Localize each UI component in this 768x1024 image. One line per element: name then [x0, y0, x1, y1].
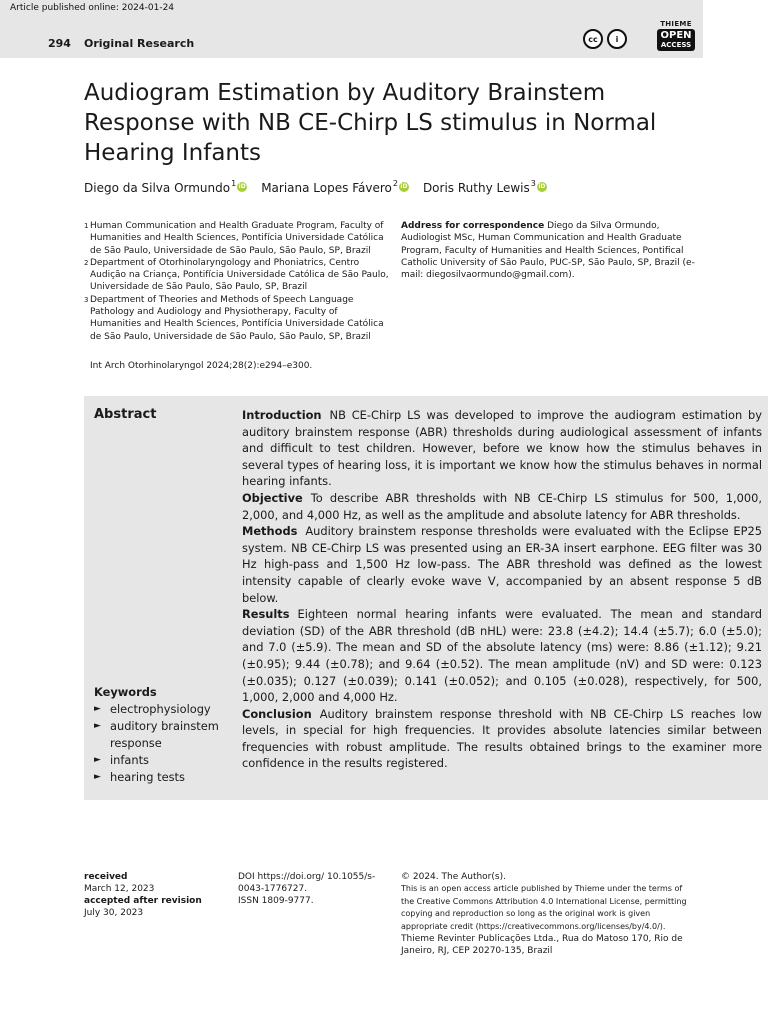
- abstract-body: [242, 407, 762, 772]
- doi-label: DOI: [238, 872, 255, 882]
- section-label: Original Research: [84, 37, 195, 50]
- publisher-name: THIEME: [660, 20, 692, 28]
- copyright-info: [401, 871, 691, 957]
- doi-info: [238, 871, 378, 907]
- affiliation-item: [84, 294, 389, 343]
- publisher-address: Thieme Revinter Publicações Ltda., Rua do Matoso 170, Rio de Janeiro, RJ, CEP 20270-135, Brazil: [401, 934, 683, 956]
- author-list: [84, 181, 547, 195]
- arrow-right-icon: ►: [94, 772, 101, 782]
- accepted-label: accepted after revision: [84, 896, 202, 906]
- orcid-icon[interactable]: iD: [238, 183, 246, 190]
- abstract-label: Objective: [242, 490, 303, 505]
- abstract-text: NB CE-Chirp LS was developed to improve the audiogram estimation by auditory brainstem response (ABR) thresholds during audiological assessment of infants and difficult to test children. However, before we know how the stimulus behaves in several types of hearing loss, it is important we know how the stimulus behaves in normal hearing infants.: [242, 408, 762, 489]
- arrow-right-icon: ►: [94, 704, 101, 714]
- correspondence-text: Diego da Silva Ormundo, Audiologist MSc, Human Communication and Health Graduate Program, Faculty of Humanities and Health Sciences, Pontifical Catholic University of São Paulo, PUC-SP, São Paulo, SP, Brazil (e-mail: diegosilvaormundo@gmail.com).: [401, 221, 695, 281]
- orcid-icon[interactable]: iD: [400, 183, 408, 190]
- correspondence: [401, 220, 701, 281]
- affiliation-item: [84, 220, 389, 257]
- keyword-item: [94, 718, 234, 752]
- creative-commons-icons: [583, 29, 627, 49]
- abstract-label: Conclusion: [242, 706, 312, 721]
- attribution-icon: i: [607, 29, 627, 49]
- keyword-item: [94, 701, 234, 718]
- citation: Int Arch Otorhinolaryngol 2024;28(2):e294–e300.: [90, 361, 313, 371]
- abstract-results: [242, 606, 762, 706]
- page-number: 294: [48, 37, 71, 50]
- cc-icon: cc: [583, 29, 603, 49]
- abstract-text: To describe ABR thresholds with NB CE-Chirp LS stimulus for 500, 1,000, 2,000, and 4,000 Hz, as well as the amplitude and absolute latency for ABR thresholds.: [242, 490, 762, 522]
- abstract-conclusion: [242, 706, 762, 772]
- author-2[interactable]: [261, 181, 409, 195]
- license-text: This is an open access article published by Thieme under the terms of the Creative Commons Attribution 4.0 International License, permitting copying and reproduction so long as the original work is given appropriate credit (https://creativecommons.org/licenses/by/4.0/).: [401, 884, 687, 931]
- accepted-date: July 30, 2023: [84, 908, 144, 918]
- keyword-text: hearing tests: [110, 770, 185, 784]
- author-3[interactable]: [423, 181, 547, 195]
- abstract-text: Auditory brainstem response threshold with NB CE-Chirp LS reaches low levels, in special for high frequencies. It provides absolute latencies similar between frequencies with robust amplitude. The results obtained brings to the examiner more confidence in the results registered.: [242, 706, 762, 771]
- affiliation-number: 3: [84, 295, 89, 304]
- open-access-badge: [657, 29, 695, 51]
- issn: ISSN 1809-9777.: [238, 896, 314, 906]
- keyword-item: [94, 769, 234, 786]
- affiliation-text: Department of Theories and Methods of Speech Language Pathology and Audiology and Physiotherapy, Faculty of Humanities and Health Sciences, Pontifícia Universidade Católica de São Paulo, Universidade de São Paulo, São Paulo, SP, Brazil: [90, 294, 384, 342]
- published-online-date: Article published online: 2024-01-24: [10, 3, 175, 13]
- affiliation-item: [84, 257, 389, 294]
- keywords-title: Keywords: [94, 685, 157, 699]
- author-name: Doris Ruthy Lewis: [422, 181, 530, 195]
- correspondence-label: Address for correspondence: [401, 221, 545, 231]
- arrow-right-icon: ►: [94, 755, 101, 765]
- received-date: March 12, 2023: [84, 884, 155, 894]
- journal-header-bar: [0, 0, 703, 58]
- dates-info: [84, 871, 214, 919]
- author-1[interactable]: [84, 181, 247, 195]
- arrow-right-icon: ►: [94, 721, 101, 731]
- author-name: Diego da Silva Ormundo: [84, 181, 231, 195]
- affiliation-text: Human Communication and Health Graduate Program, Faculty of Humanities and Health Sciences, Pontifícia Universidade Católica de São Paulo, Universidade de São Paulo, São Paulo, SP, Brazil: [90, 221, 384, 256]
- abstract-text: Eighteen normal hearing infants were evaluated. The mean and standard deviation (SD) of the ABR threshold (dB nHL) were: 23.8 (±4.2); 14.4 (±5.7); 6.0 (±5.0); and 7.0 (±5.9). The mean and SD of the absolute latency (ms) were: 8.86 (±1.12); 9.21 (±0.95); 9.44 (±0.78); and 9.64 (±0.52). The mean amplitude (nV) and SD were: 0.123 (±0.035); 0.127 (±0.039); 0.141 (±0.052); and 0.105 (±0.028), respectively, for 500, 1,000, 2,000 and 4,000 Hz.: [242, 607, 762, 705]
- keyword-text: auditory brainstem response: [110, 719, 219, 750]
- author-affiliation-sup: 1: [231, 179, 237, 188]
- abstract-box: [84, 396, 768, 800]
- affiliation-number: 2: [84, 258, 89, 267]
- abstract-introduction: [242, 407, 762, 490]
- affiliation-number: 1: [84, 222, 89, 230]
- author-affiliation-sup: 2: [392, 179, 398, 188]
- abstract-label: Results: [242, 607, 290, 622]
- keywords: [94, 684, 234, 786]
- abstract-text: Auditory brainstem response thresholds were evaluated with the Eclipse EP25 system. NB CE-Chirp LS was presented using an ER-3A insert earphone. EEG filter was 30 Hz high-pass and 1,500 Hz low-pass. The ABR threshold was defined as the lowest intensity capable of clearly evoke wave V, accompanied by an absent response 5 dB below.: [242, 524, 762, 605]
- doi-line: [238, 871, 378, 895]
- thieme-open-access-logo: [657, 20, 695, 51]
- keyword-item: [94, 752, 234, 769]
- keyword-text: infants: [110, 753, 149, 767]
- abstract-methods: [242, 523, 762, 606]
- keyword-text: electrophysiology: [110, 702, 211, 716]
- badge-open: OPEN: [660, 30, 692, 41]
- author-affiliation-sup: 3: [530, 179, 536, 188]
- badge-access: ACCESS: [660, 41, 692, 49]
- abstract-label: Introduction: [242, 408, 322, 422]
- received-label: received: [84, 872, 128, 882]
- abstract-label: Methods: [242, 524, 298, 539]
- affiliation-text: Department of Otorhinolaryngology and Phoniatrics, Centro Audição na Criança, Pontifícia Universidade Católica de São Paulo, Universidade de São Paulo, São Paulo, SP, Brazil: [90, 257, 389, 293]
- doi-link[interactable]: https://doi.org/ 10.1055/s-0043-1776727.: [238, 872, 376, 894]
- copyright: © 2024. The Author(s).: [401, 872, 506, 882]
- orcid-icon[interactable]: iD: [538, 183, 546, 190]
- affiliations: [84, 220, 389, 343]
- author-name: Mariana Lopes Fávero: [261, 181, 392, 195]
- article-title: Audiogram Estimation by Auditory Brainstem Response with NB CE-Chirp LS stimulus in Normal Hearing Infants: [84, 80, 657, 166]
- abstract-heading: Abstract: [94, 407, 157, 422]
- abstract-objective: [242, 490, 762, 523]
